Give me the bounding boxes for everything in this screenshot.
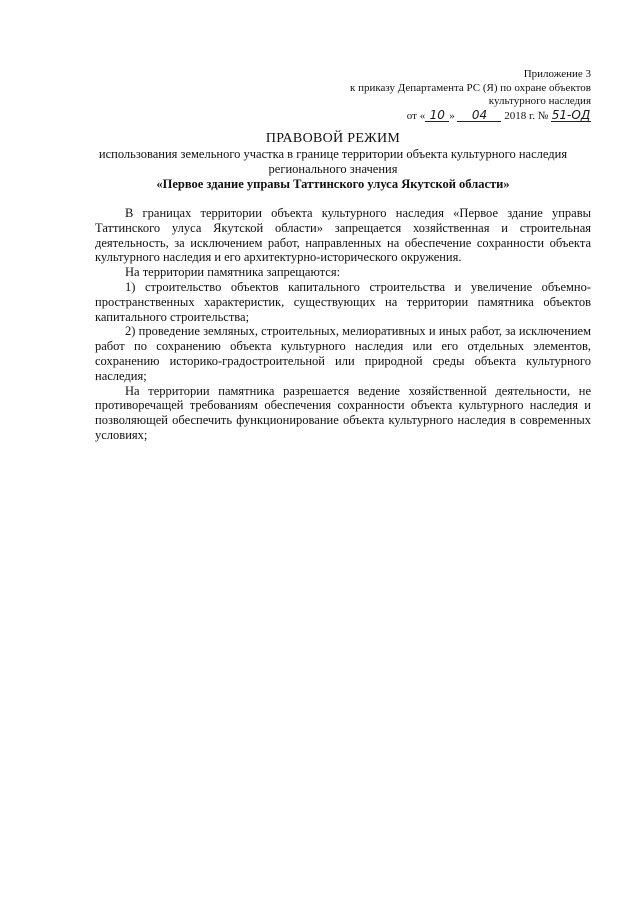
paragraph-prohibition-1: 1) строительство объектов капитального строительства и увеличение объемно-пространственных характеристик, существующих на территории памятника объектов капитального строительства; xyxy=(95,279,591,324)
document-subtitle-line1: использования земельного участка в границе территории объекта культурного наследия xyxy=(98,147,568,161)
order-reference-line2: культурного наследия xyxy=(488,95,591,107)
date-month-handwritten: 04 xyxy=(457,109,501,122)
document-body xyxy=(95,206,591,443)
order-number-handwritten: 51-ОД xyxy=(551,107,591,122)
date-prefix: от « xyxy=(406,109,426,122)
appendix-header xyxy=(350,68,591,123)
document-title-block xyxy=(70,130,596,192)
paragraph-permitted-activity: На территории памятника разрешается ведение хозяйственной деятельности, не противоречащей требованиям обеспечения сохранности объекта культурного наследия и позволяющей обеспечить функционирование объекта культурного наследия в современных условиях; xyxy=(95,383,591,442)
date-day-handwritten: 10 xyxy=(425,109,449,122)
heritage-object-name: «Первое здание управы Таттинского улуса Якутской области» xyxy=(156,177,510,191)
date-year: 2018 г. № xyxy=(504,109,549,122)
document-title: ПРАВОВОЙ РЕЖИМ xyxy=(265,131,401,146)
appendix-label: Приложение 3 xyxy=(523,68,591,80)
paragraph-prohibitions-intro: На территории памятника запрещаются: xyxy=(125,265,341,280)
paragraph-prohibition-2: 2) проведение земляных, строительных, мелиоративных и иных работ, за исключением работ по сохранению объекта культурного наследия или его отдельных элементов, сохранению историко-градостроительной или природной среды объекта культурного наследия; xyxy=(95,324,591,383)
document-subtitle-line2: регионального значения xyxy=(268,161,398,176)
order-date-line xyxy=(350,109,591,124)
order-reference-line1: к приказу Департамента РС (Я) по охране объектов xyxy=(349,81,591,94)
paragraph-general-restriction: В границах территории объекта культурного наследия «Первое здание управы Таттинского улуса Якутской области» запрещается хозяйственная и строительная деятельность, за исключением работ, направленных на обеспечение сохранности объекта культурного наследия и его архитектурно-исторического окружения. xyxy=(95,206,591,265)
date-separator: » xyxy=(449,109,455,122)
